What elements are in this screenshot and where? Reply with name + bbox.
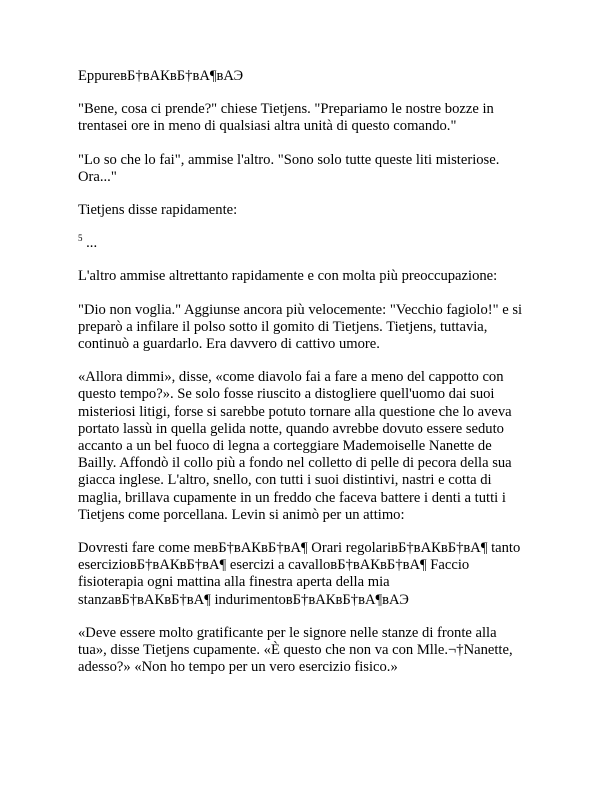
- paragraph-tietjens-disse: Tietjens disse rapidamente:: [78, 202, 238, 219]
- paragraph-deve-essere: «Deve essere molto gratificante per le signore nelle stanze di fronte alla tua», disse Tietjens cupamente. «È questo che non va con Mlle.¬†Nanette, adesso?» «Non ho tempo per un vero esercizio fisico.»: [78, 624, 513, 676]
- footnote-text: ...: [82, 235, 98, 252]
- paragraph-dovresti-fare: Dovresti fare come meвБ†вАКвБ†вА¶ Orari regolariвБ†вАКвБ†вА¶ tanto eserciziовБ†вАКвБ†вА¶ esercizi a cavalloвБ†вАКвБ†вА¶ Faccio fisioterapia ogni mattina alla finestra aperta della mia stanzaвБ†вАКвБ†вА¶ indurimentoвБ†вАКвБ†вА¶вАЭ: [78, 540, 521, 608]
- footnote-line: [78, 235, 548, 252]
- paragraph-dio-non-voglia: "Dio non voglia." Aggiunse ancora più velocemente: "Vecchio fagiolo!" e si preparò a infilare il polso sotto il gomito di Tietjens. Tietjens, tuttavia, continuò a guardarlo. Era davvero di cattivo umore.: [78, 301, 523, 353]
- footnote-marker: 5: [78, 233, 83, 244]
- paragraph-bene: "Bene, cosa ci prende?" chiese Tietjens. "Prepariamo le nostre bozze in trentasei ore in meno di qualsiasi altra unità di questo comando.": [78, 101, 494, 135]
- paragraph-eppure: EppureвБ†вАКвБ†вА¶вАЭ: [78, 68, 244, 84]
- paragraph-lo-so: "Lo so che lo fai", ammise l'altro. "Sono solo tutte queste liti misteriose. Ora...": [78, 151, 500, 185]
- paragraph-allora-dimmi: «Allora dimmi», disse, «come diavolo fai a fare a meno del cappotto con questo tempo?». Se solo fosse riuscito a distogliere quell'uomo dai suoi misteriosi litigi, forse si sarebbe potuto tornare alla questione che lo aveva portato lassù in quella gelida notte, quando avrebbe dovuto essere seduto accanto a un bel fuoco di legna a corteggiare Mademoiselle Nanette de Bailly. Affondò il collo più a fondo nel colletto di pelle di pecora della sua giacca inglese. L'altro, snello, con tutti i suoi distintivi, nastri e cotta di maglia, brillava cupamente in un freddo che faceva battere i denti a tutti i Tietjens come porcellana. Levin si animò per un attimo:: [78, 369, 512, 523]
- document-page: [78, 68, 548, 692]
- paragraph-laltro-ammise: L'altro ammise altrettanto rapidamente e con molta più preoccupazione:: [78, 268, 498, 285]
